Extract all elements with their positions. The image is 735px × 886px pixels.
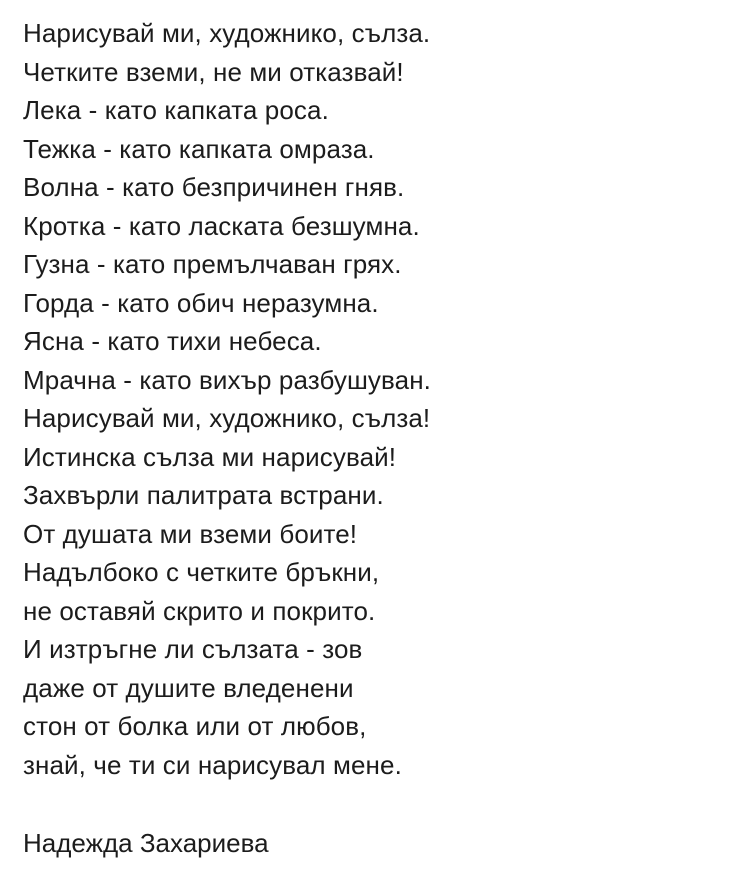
poem-line: И изтръгне ли сълзата - зов [23,634,363,664]
poem-line: стон от болка или от любов, [23,711,367,741]
poem-line: знай, че ти си нарисувал мене. [23,749,402,780]
poem-page [23,14,723,862]
poem-line: Истинска сълза ми нарисувай! [23,441,397,472]
poem-line: Лека - като капката роса. [23,95,329,125]
poem-line: Кротка - като ласката безшумна. [23,210,420,241]
poem-line: даже от душите вледенени [23,672,354,703]
poem-line: Горда - като обич неразумна. [23,287,379,318]
poem-line: Волна - като безпричинен гняв. [23,172,405,202]
poem-line: Нарисувай ми, художнико, сълза. [23,18,431,48]
poem-author: Надежда Захариева [23,828,269,858]
poem-line: Гузна - като премълчаван грях. [23,249,402,279]
poem-line: Ясна - като тихи небеса. [23,326,322,356]
poem-body [23,14,723,784]
poem-line: Тежка - като капката омраза. [23,133,375,164]
poem-line: Четките вземи, не ми отказвай! [23,56,404,87]
poem-line: Нарисувай ми, художнико, сълза! [23,403,431,433]
poem-line: Захвърли палитрата встрани. [23,480,384,510]
poem-line: не оставяй скрито и покрито. [23,595,376,626]
poem-line: Надълбоко с четките бръкни, [23,557,380,587]
poem-line: Мрачна - като вихър разбушуван. [23,364,431,395]
poem-line: От душата ми вземи боите! [23,518,358,549]
